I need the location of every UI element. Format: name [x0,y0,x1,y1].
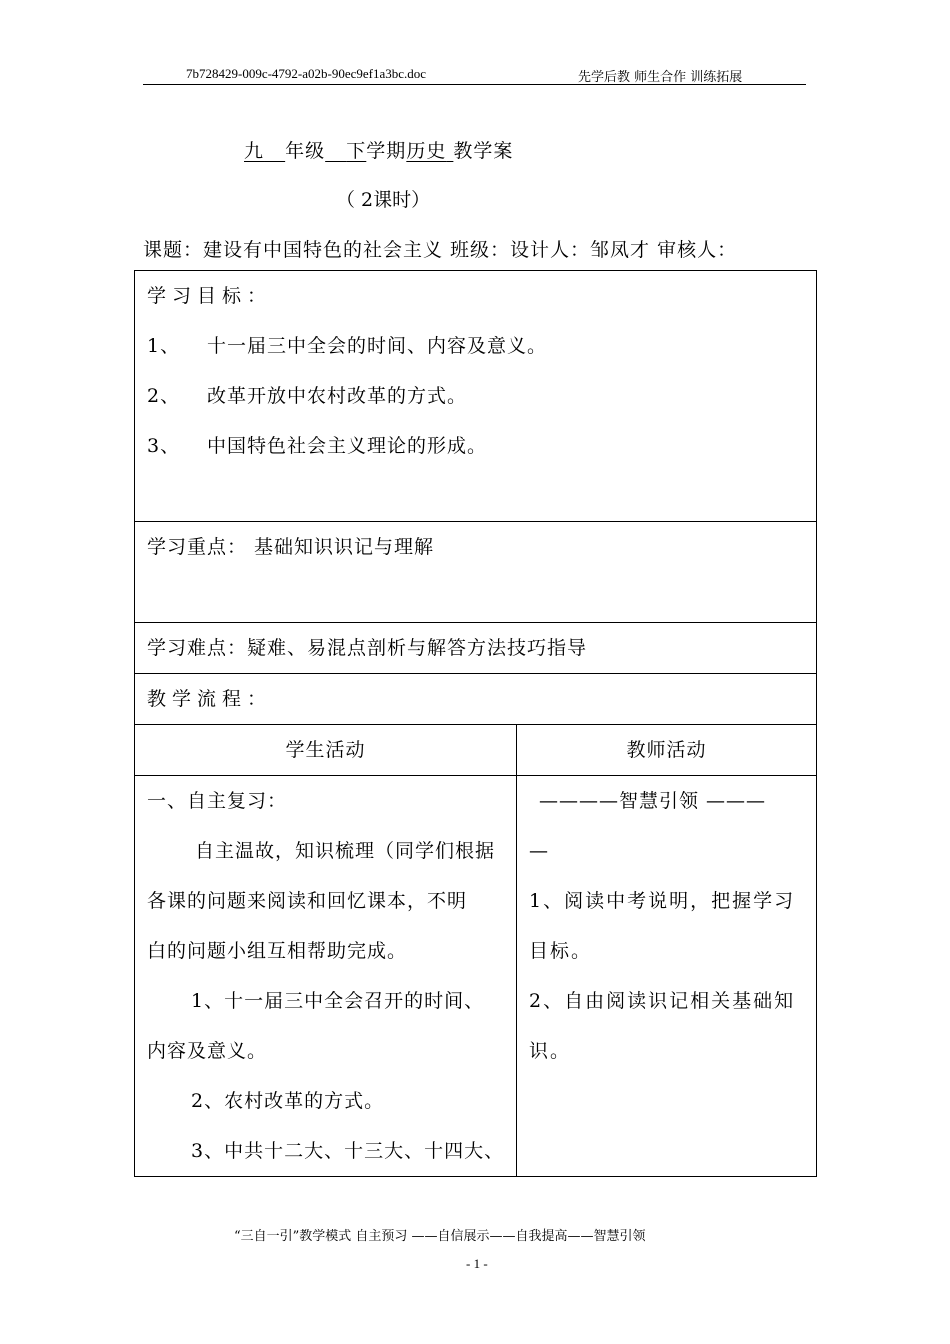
process-heading: 教学流程： [147,688,273,710]
title-grade-suffix: 年级 [285,140,326,162]
document-title [244,136,513,163]
objectives-heading: 学习目标： [147,285,273,307]
student-activity-cell [135,776,517,1177]
objective-item: 1、 十一届三中全会的时间、内容及意义。 [147,335,548,357]
key-points-text: 学习重点： 基础知识识记与理解 [147,536,435,558]
student-question-1-cont: 内容及意义。 [147,1040,268,1062]
objective-item: 3、 中国特色社会主义理论的形成。 [147,435,488,457]
title-subject: 历史 [406,140,447,162]
student-intro-line: 自主温故，知识梳理（同学们根据 [195,840,496,862]
header-filename: 7b728429-009c-4792-a02b-90ec9ef1a3bc.doc [186,66,427,81]
header-motto: 先学后教 师生合作 训练拓展 [578,70,743,85]
lesson-plan-table [134,270,817,1177]
student-question-2: 2、农村改革的方式。 [191,1090,385,1112]
student-question-3: 3、中共十二大、十三大、十四大、 [191,1140,505,1162]
lesson-count: （ 2课时） [336,189,431,211]
student-section-heading: 一、自主复习： [147,790,288,812]
difficulties-text: 学习难点：疑难、易混点剖析与解答方法技巧指导 [147,637,588,659]
student-intro-line: 白的问题小组互相帮助完成。 [147,940,408,962]
page-number: - 1 - [466,1256,488,1271]
objectives-cell [135,271,817,522]
title-tail: 教学案 [453,140,514,162]
teacher-item-1-cont: 目标。 [529,940,593,962]
student-intro-line: 各课的问题来阅读和回忆课本，不明 [147,890,468,912]
teacher-item-1: 1、阅读中考说明，把握学习 [529,890,796,912]
student-question-1: 1、十一届三中全会召开的时间、 [191,990,485,1012]
footer-teaching-model: “三自一引”教学模式 自主预习 ——自信展示——自我提高——智慧引领 [234,1229,646,1244]
teacher-banner: ————智慧引领 ——— [539,790,767,812]
objective-item: 2、 改革开放中农村改革的方式。 [147,385,468,407]
title-grade: 九 [244,140,265,162]
process-heading-cell [135,674,817,725]
title-term-suffix: 学期 [366,140,407,162]
course-info-line: 课题：建设有中国特色的社会主义 班级：设计人：邹凤才 审核人： [143,239,738,261]
student-column-header: 学生活动 [135,725,517,776]
header-divider [143,84,806,85]
title-term: 下 [346,140,367,162]
teacher-activity-cell [517,776,817,1177]
teacher-item-2: 2、自由阅读识记相关基础知 [529,990,796,1012]
teacher-banner-cont: — [529,840,549,862]
key-points-cell [135,522,817,623]
teacher-item-2-cont: 识。 [529,1040,572,1062]
difficulties-cell [135,623,817,674]
teacher-column-header: 教师活动 [517,725,817,776]
